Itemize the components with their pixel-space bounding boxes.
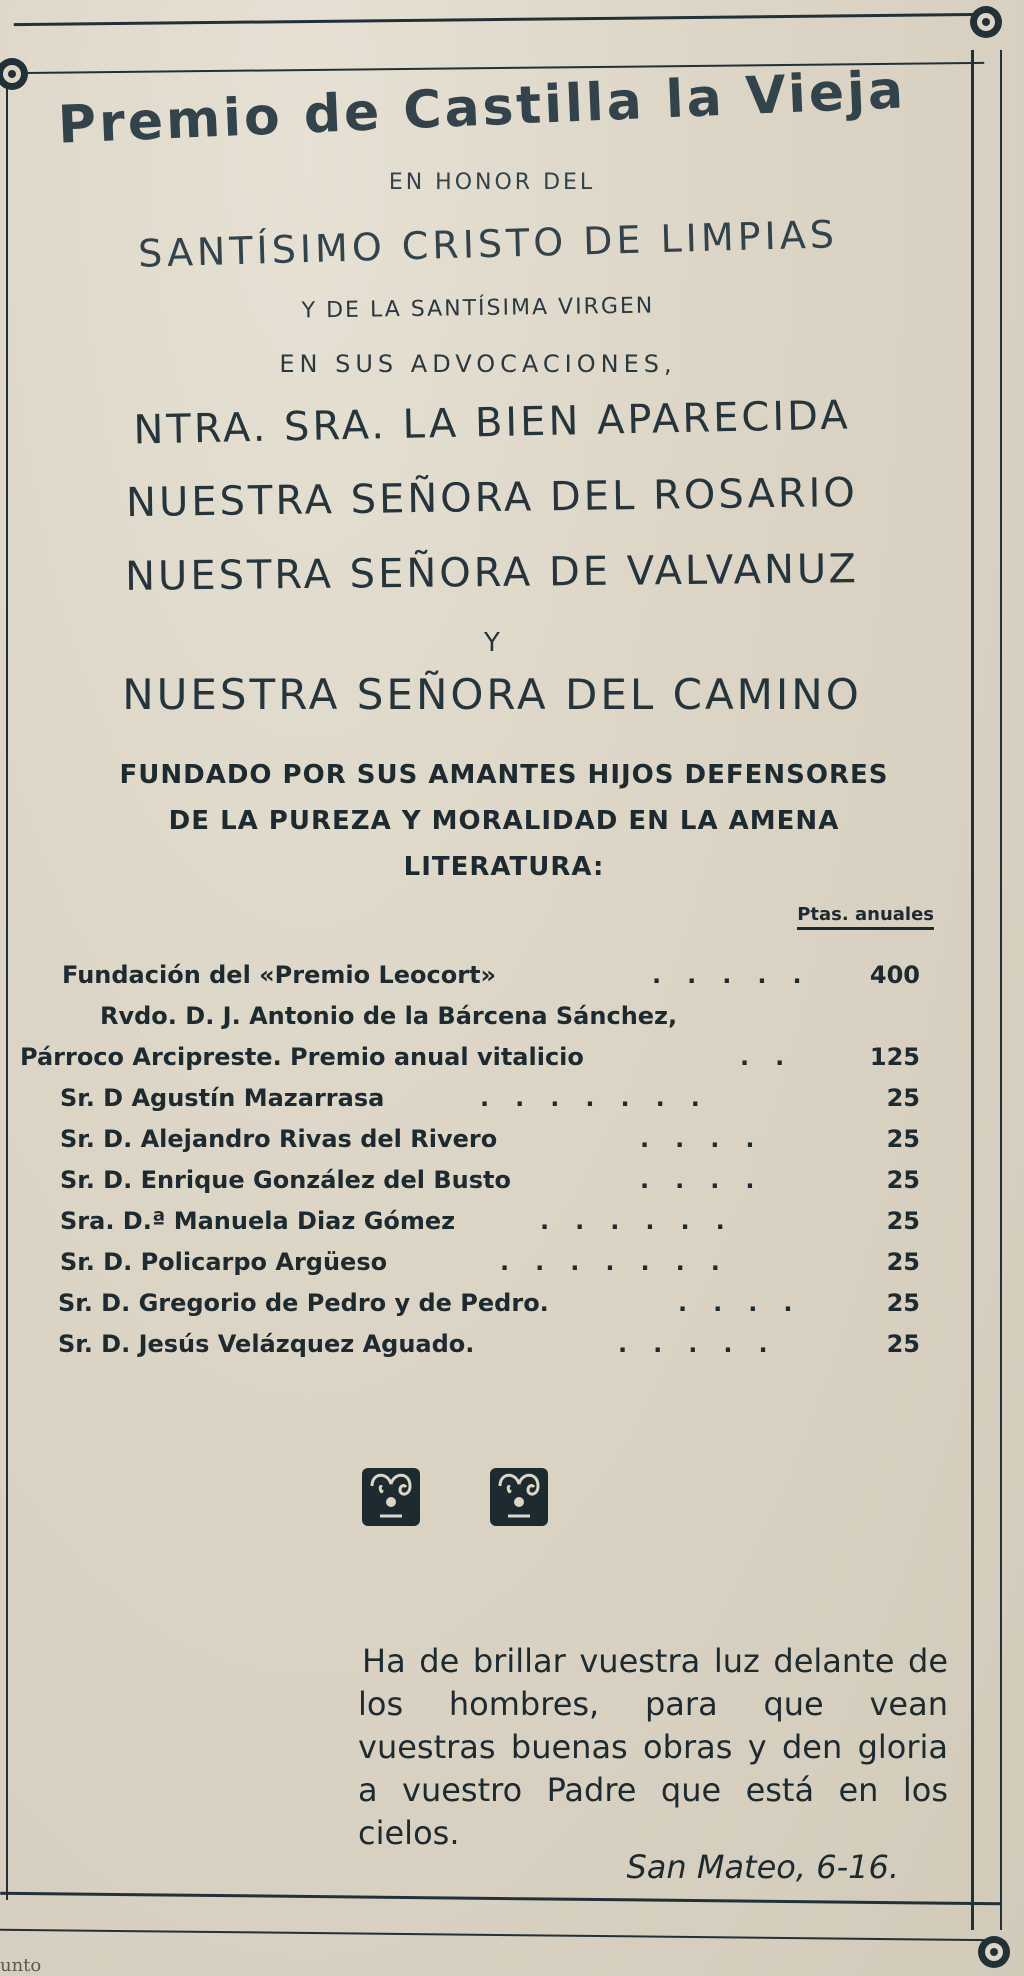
bible-quote: Ha de brillar vuestra luz delante de los hombres, para que vean vuestras buenas obras y den gloria a vuestro Padre que está en los cielos. bbox=[358, 1642, 948, 1852]
donor-name: Rvdo. D. J. Antonio de la Bárcena Sánchez, bbox=[100, 1002, 678, 1030]
founders-line: DE LA PUREZA Y MORALIDAD EN LA AMENA bbox=[168, 806, 840, 836]
donor-name: Sr. D. Policarpo Argüeso bbox=[60, 1248, 388, 1276]
next-page-edge-text: unto bbox=[0, 1955, 42, 1976]
donor-amount: 25 bbox=[886, 1330, 920, 1358]
quote-citation: San Mateo, 6-16. bbox=[626, 1848, 899, 1886]
corner-rosette-icon bbox=[966, 2, 1006, 42]
donor-name: Sr. D. Jesús Velázquez Aguado. bbox=[58, 1330, 475, 1358]
leader-dots: ..... bbox=[652, 961, 828, 989]
donor-amount: 125 bbox=[869, 1043, 920, 1071]
leader-dots: ..... bbox=[618, 1330, 794, 1358]
cristo-line: SANTÍSIMO CRISTO DE LIMPIAS bbox=[137, 212, 839, 276]
founders-line: FUNDADO POR SUS AMANTES HIJOS DEFENSORES bbox=[119, 760, 889, 790]
donor-name: Sr. D. Alejandro Rivas del Rivero bbox=[60, 1125, 498, 1153]
leader-dots: ...... bbox=[540, 1207, 751, 1235]
founders-statement bbox=[0, 752, 1016, 890]
donor-amount: 25 bbox=[886, 1289, 920, 1317]
donor-amount: 400 bbox=[869, 961, 920, 989]
donor-row bbox=[60, 1242, 960, 1283]
donor-row bbox=[58, 1324, 958, 1365]
ornament-pair bbox=[360, 1462, 560, 1532]
founders-line: LITERATURA: bbox=[403, 852, 605, 882]
donor-amount: 25 bbox=[886, 1166, 920, 1194]
donor-row bbox=[20, 1037, 920, 1078]
conjunction-y: Y bbox=[484, 628, 500, 658]
leader-dots: .... bbox=[640, 1166, 781, 1194]
leader-dots: ....... bbox=[480, 1084, 726, 1112]
virgen-line: Y DE LA SANTÍSIMA VIRGEN bbox=[301, 293, 655, 324]
donor-name: Fundación del «Premio Leocort» bbox=[62, 961, 497, 989]
leader-dots: .. bbox=[740, 1043, 811, 1071]
advocation-camino: NUESTRA SEÑORA DEL CAMINO bbox=[122, 670, 862, 719]
donor-name: Sr. D. Gregorio de Pedro y de Pedro. bbox=[58, 1289, 549, 1317]
leader-dots: ....... bbox=[500, 1248, 746, 1276]
donor-amount: 25 bbox=[886, 1125, 920, 1153]
fleuron-icon bbox=[488, 1462, 550, 1528]
donor-amount: 25 bbox=[886, 1084, 920, 1112]
leader-dots: .... bbox=[640, 1125, 781, 1153]
advocaciones-line: EN SUS ADVOCACIONES, bbox=[279, 350, 677, 378]
donor-row bbox=[58, 1283, 958, 1324]
advocation-bien-aparecida: NTRA. SRA. LA BIEN APARECIDA bbox=[132, 392, 852, 454]
frame-bottom-border bbox=[0, 1892, 1000, 1941]
leader-dots: .... bbox=[678, 1289, 819, 1317]
corner-rosette-icon bbox=[974, 1932, 1014, 1972]
donor-row bbox=[62, 955, 962, 996]
page-title: Premio de Castilla la Vieja bbox=[56, 60, 908, 156]
frame-right-border bbox=[971, 50, 1002, 1930]
donor-list bbox=[20, 955, 920, 1365]
donor-name: Sr. D. Enrique González del Busto bbox=[60, 1166, 511, 1194]
donor-row bbox=[60, 1160, 960, 1201]
donor-row bbox=[60, 1201, 960, 1242]
donor-name: Sr. D Agustín Mazarrasa bbox=[60, 1084, 385, 1112]
amount-column-header: Ptas. anuales bbox=[797, 904, 934, 930]
advocation-valvanuz: NUESTRA SEÑORA DE VALVANUZ bbox=[124, 546, 860, 600]
fleuron-icon bbox=[360, 1462, 422, 1528]
donor-name: Párroco Arcipreste. Premio anual vitalicio bbox=[20, 1043, 584, 1071]
donor-row bbox=[60, 1119, 960, 1160]
frame-left-border bbox=[6, 60, 8, 1900]
honor-line: EN HONOR DEL bbox=[388, 170, 596, 195]
advocation-rosario: NUESTRA SEÑORA DEL ROSARIO bbox=[125, 469, 859, 527]
donor-row bbox=[100, 996, 1000, 1037]
corner-rosette-icon bbox=[0, 54, 32, 94]
donor-row bbox=[60, 1078, 960, 1119]
donor-amount: 25 bbox=[886, 1248, 920, 1276]
donor-name: Sra. D.ª Manuela Diaz Gómez bbox=[60, 1207, 456, 1235]
donor-amount: 25 bbox=[886, 1207, 920, 1235]
